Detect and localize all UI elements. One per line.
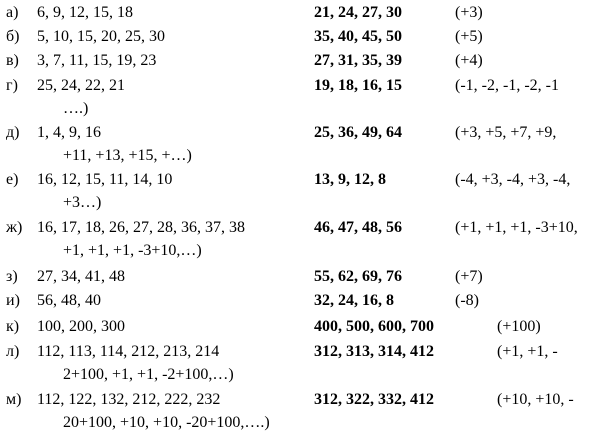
rule-text: (+4) <box>455 52 483 69</box>
continuation-text: 21, 24, 27, 30 <box>314 4 402 21</box>
item-letter: м) <box>6 391 22 408</box>
item-letter: а) <box>6 4 19 21</box>
sequence-text: 5, 10, 15, 20, 25, 30 <box>37 28 165 45</box>
rule-text: (+3) <box>455 4 483 21</box>
item-letter: б) <box>6 28 20 45</box>
item-letter: е) <box>6 171 19 188</box>
sequence-text: +1, +1, +1, -3+10,…) <box>63 242 202 259</box>
sequence-text: 16, 12, 15, 11, 14, 10 <box>37 171 173 188</box>
rule-text: (-8) <box>455 292 479 309</box>
continuation-text: 400, 500, 600, 700 <box>314 318 434 335</box>
sequence-text: 27, 34, 41, 48 <box>37 268 125 285</box>
rule-text: (+3, +5, +7, +9, <box>455 124 557 141</box>
sequence-text: 100, 200, 300 <box>37 318 125 335</box>
rule-text: (-1, -2, -1, -2, -1 <box>455 77 559 94</box>
continuation-text: 312, 322, 332, 412 <box>314 391 434 408</box>
sequence-text: 6, 9, 12, 15, 18 <box>37 4 133 21</box>
item-letter: и) <box>6 292 20 309</box>
sequence-text: 112, 122, 132, 212, 222, 232 <box>37 391 221 408</box>
item-letter: г) <box>6 77 18 94</box>
rule-text: (-4, +3, -4, +3, -4, <box>455 171 571 188</box>
continuation-text: 46, 47, 48, 56 <box>314 219 402 236</box>
sequence-text: 1, 4, 9, 16 <box>37 124 101 141</box>
continuation-text: 13, 9, 12, 8 <box>314 171 386 188</box>
rule-text: (+1, +1, - <box>497 343 558 360</box>
sequence-text: +3…) <box>63 194 102 211</box>
continuation-text: 27, 31, 35, 39 <box>314 52 402 69</box>
item-letter: л) <box>6 343 20 360</box>
continuation-text: 312, 313, 314, 412 <box>314 343 434 360</box>
rule-text: (+7) <box>455 268 483 285</box>
rule-text: (+10, +10, - <box>497 391 574 408</box>
continuation-text: 19, 18, 16, 15 <box>314 77 402 94</box>
sequence-text: 56, 48, 40 <box>37 292 101 309</box>
item-letter: к) <box>6 318 20 335</box>
sequence-text: 2+100, +1, +1, -2+100,…) <box>63 366 234 383</box>
rule-text: (+1, +1, +1, -3+10, <box>455 219 578 236</box>
sequence-text: 3, 7, 11, 15, 19, 23 <box>37 52 157 69</box>
sequence-text: 20+100, +10, +10, -20+100,….) <box>63 414 270 431</box>
rule-text: (+100) <box>497 318 541 335</box>
sequence-text: +11, +13, +15, +…) <box>63 147 192 164</box>
sequence-text: ….) <box>63 100 89 117</box>
item-letter: ж) <box>6 219 23 236</box>
rule-text: (+5) <box>455 28 483 45</box>
sequence-text: 112, 113, 114, 212, 213, 214 <box>37 343 220 360</box>
continuation-text: 25, 36, 49, 64 <box>314 124 402 141</box>
continuation-text: 32, 24, 16, 8 <box>314 292 394 309</box>
continuation-text: 55, 62, 69, 76 <box>314 268 402 285</box>
continuation-text: 35, 40, 45, 50 <box>314 28 402 45</box>
item-letter: з) <box>6 268 18 285</box>
sequence-text: 16, 17, 18, 26, 27, 28, 36, 37, 38 <box>37 219 245 236</box>
item-letter: в) <box>6 52 19 69</box>
sequence-text: 25, 24, 22, 21 <box>37 77 125 94</box>
item-letter: д) <box>6 124 20 141</box>
